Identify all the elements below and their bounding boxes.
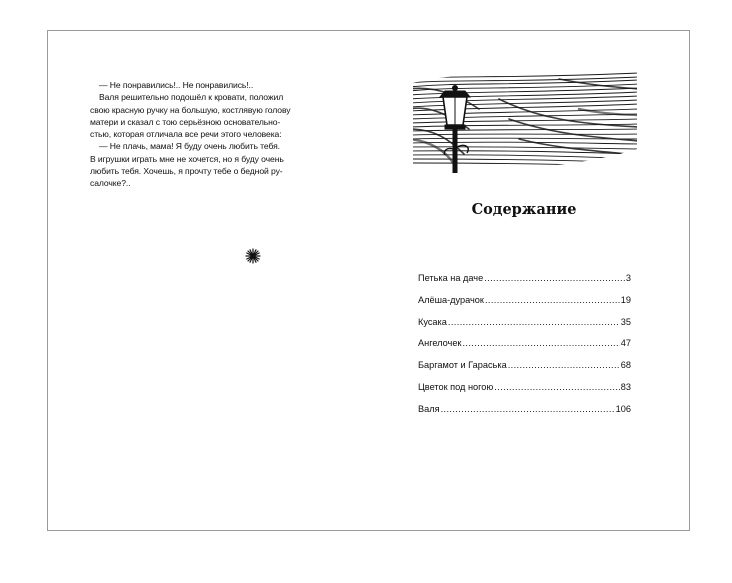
- text-line: Валя решительно подошёл к кровати, положил: [99, 92, 284, 103]
- toc-entry-title: Алёша-дурачок: [418, 294, 484, 305]
- toc-entry-title: Цветок под ногою: [418, 381, 494, 392]
- text-line: В игрушки играть мне не хочется, но я буду очень: [90, 153, 284, 164]
- street-lamp-engraving: [409, 69, 639, 173]
- toc-entry[interactable]: [418, 316, 631, 338]
- toc-entry[interactable]: [418, 294, 631, 316]
- toc-title: Содержание: [471, 201, 577, 218]
- toc-entry[interactable]: [418, 337, 631, 359]
- table-of-contents: [418, 272, 631, 425]
- text-line: стью, которая отличала все речи этого человека:: [90, 129, 282, 140]
- toc-leader-dots: [484, 272, 625, 284]
- toc-entry-page: 3: [625, 273, 631, 283]
- toc-leader-dots: [508, 359, 620, 371]
- toc-entry-page: 106: [615, 403, 631, 414]
- toc-entry-page: 68: [620, 360, 631, 371]
- snowflake-ornament-icon: [245, 248, 261, 264]
- toc-leader-dots: [485, 294, 620, 306]
- left-page: [90, 79, 332, 190]
- toc-entry-title: Ангелочек: [418, 338, 462, 349]
- toc-entry-page: 83: [620, 381, 631, 392]
- text-line: — Не понравились!.. Не понравились!..: [99, 80, 254, 90]
- toc-entry-page: 35: [620, 316, 631, 327]
- text-line: салочке?..: [90, 178, 131, 189]
- toc-entry-title: Петька на даче: [418, 273, 484, 283]
- paragraph-dialogue-1: [90, 79, 332, 91]
- toc-leader-dots: [448, 316, 620, 328]
- text-line: — Не плачь, мама! Я буду очень любить тебя.: [99, 141, 280, 152]
- toc-entry-title: Кусака: [418, 316, 447, 327]
- toc-entry-title: Валя: [418, 403, 440, 414]
- toc-entry-page: 19: [620, 294, 631, 305]
- book-spread: [47, 30, 690, 531]
- paragraph-dialogue-2: [90, 140, 332, 189]
- toc-entry-page: 47: [620, 338, 631, 349]
- toc-entry[interactable]: [418, 272, 631, 294]
- toc-entry-title: Баргамот и Гараська: [418, 360, 507, 371]
- toc-entry[interactable]: [418, 403, 631, 425]
- text-line: любить тебя. Хочешь, я прочту тебе о бедной ру-: [90, 166, 283, 177]
- paragraph-narration: [90, 91, 332, 140]
- toc-leader-dots: [494, 381, 619, 393]
- toc-leader-dots: [441, 403, 615, 415]
- toc-entry[interactable]: [418, 381, 631, 403]
- toc-entry[interactable]: [418, 359, 631, 381]
- toc-leader-dots: [462, 337, 619, 349]
- text-line: матери и сказал с тою серьёзною основательно-: [90, 116, 281, 127]
- text-line: свою красную ручку на большую, костлявую голову: [90, 104, 291, 115]
